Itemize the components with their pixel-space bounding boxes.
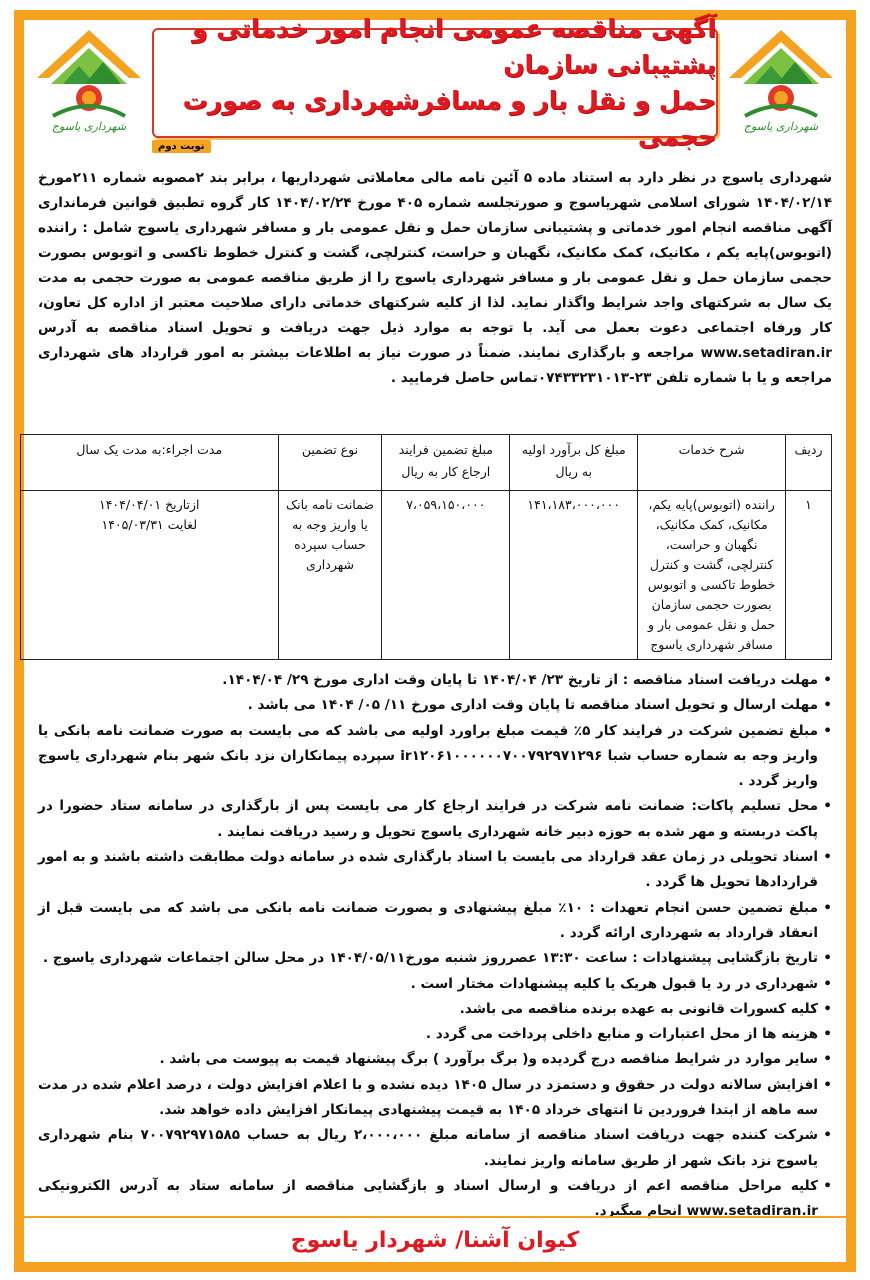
round-badge: نوبت دوم xyxy=(152,140,211,153)
intro-paragraph xyxy=(38,166,832,391)
list-item: • مبلغ تضمین شرکت در فرایند کار ۵٪ قیمت مبلغ براورد اولیه می باشد که می بایست به صورت ضمانت نامه بانکی یا واریز وجه به شماره حساب شبا ir۱۲۰۶۱۰۰۰۰۰۰۷۰۰۷۹۲۹۷۱۲۹۶ سپرده پیمانکاران نزد بانک شهر بنام شهرداری یاسوج واریز گردد . xyxy=(38,719,832,795)
logo-icon xyxy=(33,26,145,124)
list-item: • کلیه کسورات قانونی به عهده برنده مناقصه می باشد. xyxy=(38,997,832,1022)
duration-to: لغایت ۱۴۰۵/۰۳/۳۱ xyxy=(101,517,198,532)
signature-footer xyxy=(24,1216,846,1262)
list-item: • مبلغ تضمین حسن انجام تعهدات : ۱۰٪ مبلغ پیشنهادی و بصورت ضمانت نامه بانکی می باشد که می بایست قبل از انعقاد قرارداد به شهرداری ارائه گردد . xyxy=(38,896,832,947)
cell-service: راننده (اتوبوس)پایه یکم، مکانیک، کمک مکانیک، نگهبان و حراست، کنترلچی، گشت و کنترل خطوط تاکسی و اتوبوس بصورت حجمی سازمان حمل و نقل عمومی بار و مسافر شهرداری یاسوج xyxy=(638,491,786,660)
cell-guarantee-type: ضمانت نامه بانک یا واریز وجه به حساب سپرده شهرداری xyxy=(278,491,382,660)
list-item: • سایر موارد در شرایط مناقصه درج گردیده و( برگ برآورد ) برگ پیشنهاد قیمت به پیوست می باشد . xyxy=(38,1047,832,1072)
ad-content xyxy=(24,13,846,1262)
cell-guarantee: ۷،۰۵۹،۱۵۰،۰۰۰ xyxy=(382,491,510,660)
ad-title-line2: حمل و نقل بار و مسافرشهرداری به صورت حجمی xyxy=(182,86,716,152)
signature-text: کیوان آشنا/ شهردار یاسوج xyxy=(290,1227,580,1253)
cell-estimate: ۱۴۱،۱۸۳،۰۰۰،۰۰۰ xyxy=(510,491,638,660)
header-guarantee: مبلغ تضمین فرایند ارجاع کار به ریال xyxy=(382,435,510,491)
header-service: شرح خدمات xyxy=(638,435,786,491)
header-duration: مدت اجراء:به مدت یک سال xyxy=(21,435,279,491)
list-item: • مهلت ارسال و تحویل اسناد مناقصه تا پایان وقت اداری مورخ ۱۱/ ۰۵/ ۱۴۰۴ می باشد . xyxy=(38,693,832,718)
intro-text: شهرداری یاسوج در نظر دارد به استناد ماده ۵ آئین نامه مالی معاملاتی شهرداریها ، برابر بند ۲مصوبه شماره ۲۱۱مورخ ۱۴۰۴/۰۲/۱۴ شورای اسلامی شهریاسوج و صورتجلسه شماره ۴۰۵ مورخ ۱۴۰۴/۰۲/۲۴ کار گروه تطبیق قوانین فرمانداری آگهی مناقصه انجام امور خدماتی و پشتیبانی سازمان حمل و نقل عمومی بار و مسافر شهرداری یاسوج شامل : راننده (اتوبوس)پایه یکم ، مکانیک، کمک مکانیک، نگهبان و حراست، کنترلچی، گشت و کنترل خطوط تاکسی و اتوبوس بصورت حجمی سازمان حمل و نقل عمومی بار و مسافر شهرداری یاسوج را از طریق مناقصه عمومی به صورت حجمی به مدت یک سال به شرکتهای واجد شرایط واگذار نماید. لذا از کلیه شرکتهای خدماتی دارای صلاحیت معتبر از اداره کل تعاون، کار ورفاه اجتماعی دعوت بعمل می آید. با توجه به موارد ذیل جهت دریافت و تحویل اسناد مناقصه به آدرس www.setadiran.ir مراجعه و بارگذاری نمایند. ضمناً در صورت نیاز به اطلاعات بیشتر به امور قرارداد های شهرداری مراجعه و یا با شماره تلفن ۲۳-۰۷۴۳۳۲۳۱۰۱۳تماس حاصل فرمایید . xyxy=(38,170,833,386)
municipality-logo-left xyxy=(30,26,148,146)
list-item: • تاریخ بازگشایی پیشنهادات : ساعت ۱۳:۳۰ عصرروز شنبه مورخ۱۴۰۴/۰۵/۱۱ در محل سالن اجتماعات شهرداری یاسوج . xyxy=(38,946,832,971)
ad-title-line1: آگهی مناقصه عمومی انجام امور خدماتی و پشتیبانی سازمان xyxy=(192,13,716,79)
list-item: • شرکت کننده جهت دریافت اسناد مناقصه از سامانه مبلغ ۲،۰۰۰،۰۰۰ ریال به حساب ۷۰۰۷۹۲۹۷۱۵۸۵ بنام شهرداری یاسوج نزد بانک شهر از طریق سامانه واریز نمایند. xyxy=(38,1123,832,1174)
logo-caption: شهرداری یاسوج xyxy=(51,120,127,133)
logo-caption: شهرداری یاسوج xyxy=(743,120,819,133)
cell-row-no: ۱ xyxy=(786,491,832,660)
cell-duration xyxy=(21,491,279,660)
header-row-no: ردیف xyxy=(786,435,832,491)
header-estimate: مبلغ کل برآورد اولیه به ریال xyxy=(510,435,638,491)
list-item: • هزینه ها از محل اعتبارات و منابع داخلی پرداخت می گردد . xyxy=(38,1022,832,1047)
table-row xyxy=(21,491,832,660)
header-guarantee-type: نوع تضمین xyxy=(278,435,382,491)
conditions-list xyxy=(38,668,832,1225)
table-header-row xyxy=(21,435,832,491)
ad-header xyxy=(24,13,846,158)
list-item: • افزایش سالانه دولت در حقوق و دستمزد در سال ۱۴۰۵ دیده نشده و با اعلام افزایش دولت ، درصد اعلام شده در مدت سه ماهه از ابتدا فروردین تا انتهای خرداد ۱۴۰۵ به قیمت پیشنهادی پیمانکار افزایش داده خواهد شد. xyxy=(38,1073,832,1124)
list-item: • مهلت دریافت اسناد مناقصه : از تاریخ ۲۳/ ۱۴۰۴/۰۴ تا پایان وقت اداری مورخ ۲۹/ ۱۴۰۴/۰۴. xyxy=(38,668,832,693)
logo-icon xyxy=(725,26,837,124)
list-item: • محل تسلیم پاکات: ضمانت نامه شرکت در فرایند ارجاع کار می بایست پس از بارگذاری در سامانه ستاد حضورا در پاکت دربسته و مهر شده به حوزه دبیر خانه شهرداری یاسوج تحویل و رسید دریافت نمایند . xyxy=(38,794,832,845)
list-item: • کلیه مراحل مناقصه اعم از دریافت و ارسال اسناد و بازگشایی مناقصه از سامانه ستاد به آدرس الکترونیکی www.setadiran.ir انجام میگیرد. xyxy=(38,1174,832,1225)
ad-frame xyxy=(14,10,856,1272)
municipality-logo-right xyxy=(722,26,840,146)
list-item: • اسناد تحویلی در زمان عقد قرارداد می بایست با اسناد بارگذاری شده در سامانه دولت مطابقت داشته باشند و به امور قراردادها تحویل ها گردد . xyxy=(38,845,832,896)
tender-table xyxy=(20,434,832,660)
duration-from: ازتاریخ ۱۴۰۴/۰۴/۰۱ xyxy=(99,497,200,512)
list-item: • شهرداری در رد یا قبول هریک یا کلیه پیشنهادات مختار است . xyxy=(38,972,832,997)
